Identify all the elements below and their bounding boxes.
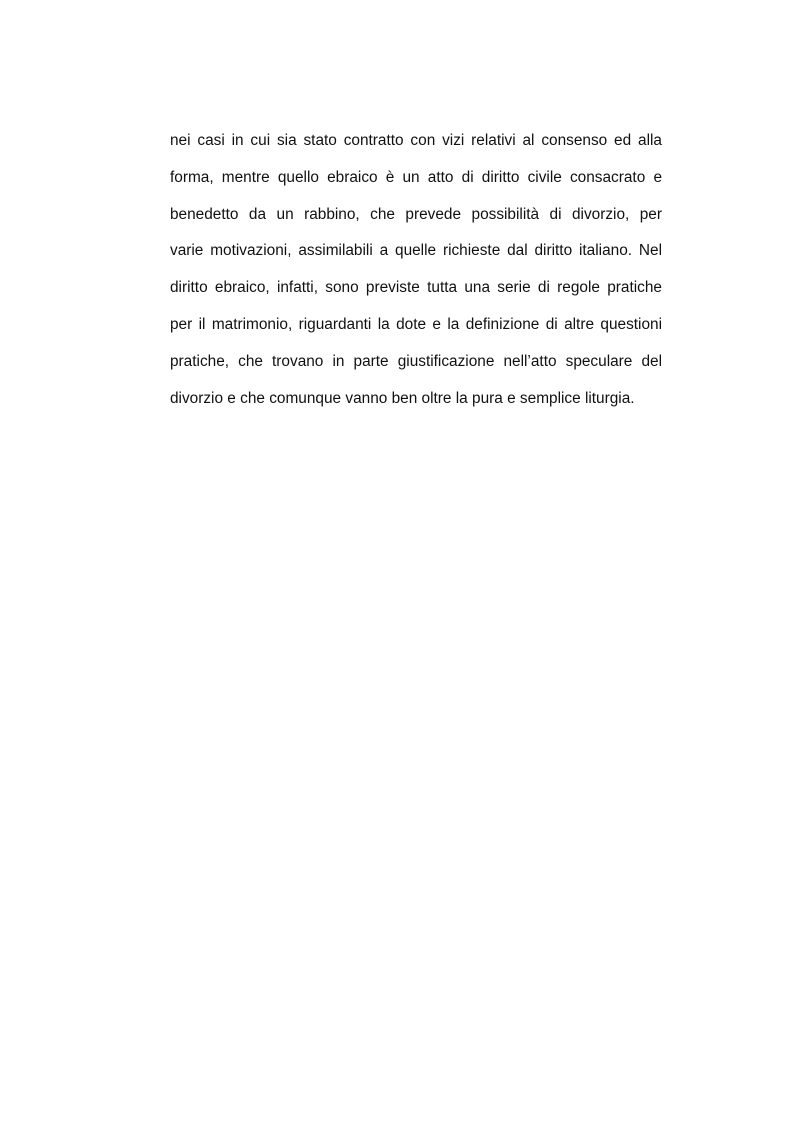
paragraph-line: per il matrimonio, riguardanti la dote e la definizione di altre questioni xyxy=(170,315,662,333)
paragraph-line: divorzio e che comunque vanno ben oltre la pura e semplice liturgia. xyxy=(170,389,635,407)
paragraph-line: nei casi in cui sia stato contratto con vizi relativi al consenso ed alla xyxy=(170,132,662,149)
paragraph-line: benedetto da un rabbino, che prevede possibilità di divorzio, per xyxy=(170,205,662,223)
paragraph-line: varie motivazioni, assimilabili a quelle richieste dal diritto italiano. Nel xyxy=(170,242,662,260)
paragraph-line: diritto ebraico, infatti, sono previste tutta una serie di regole pratiche xyxy=(170,279,662,297)
paragraph-line: pratiche, che trovano in parte giustificazione nell’atto speculare del xyxy=(170,352,662,370)
paragraph-line: forma, mentre quello ebraico è un atto di diritto civile consacrato e xyxy=(170,168,662,186)
body-paragraph xyxy=(170,128,662,422)
